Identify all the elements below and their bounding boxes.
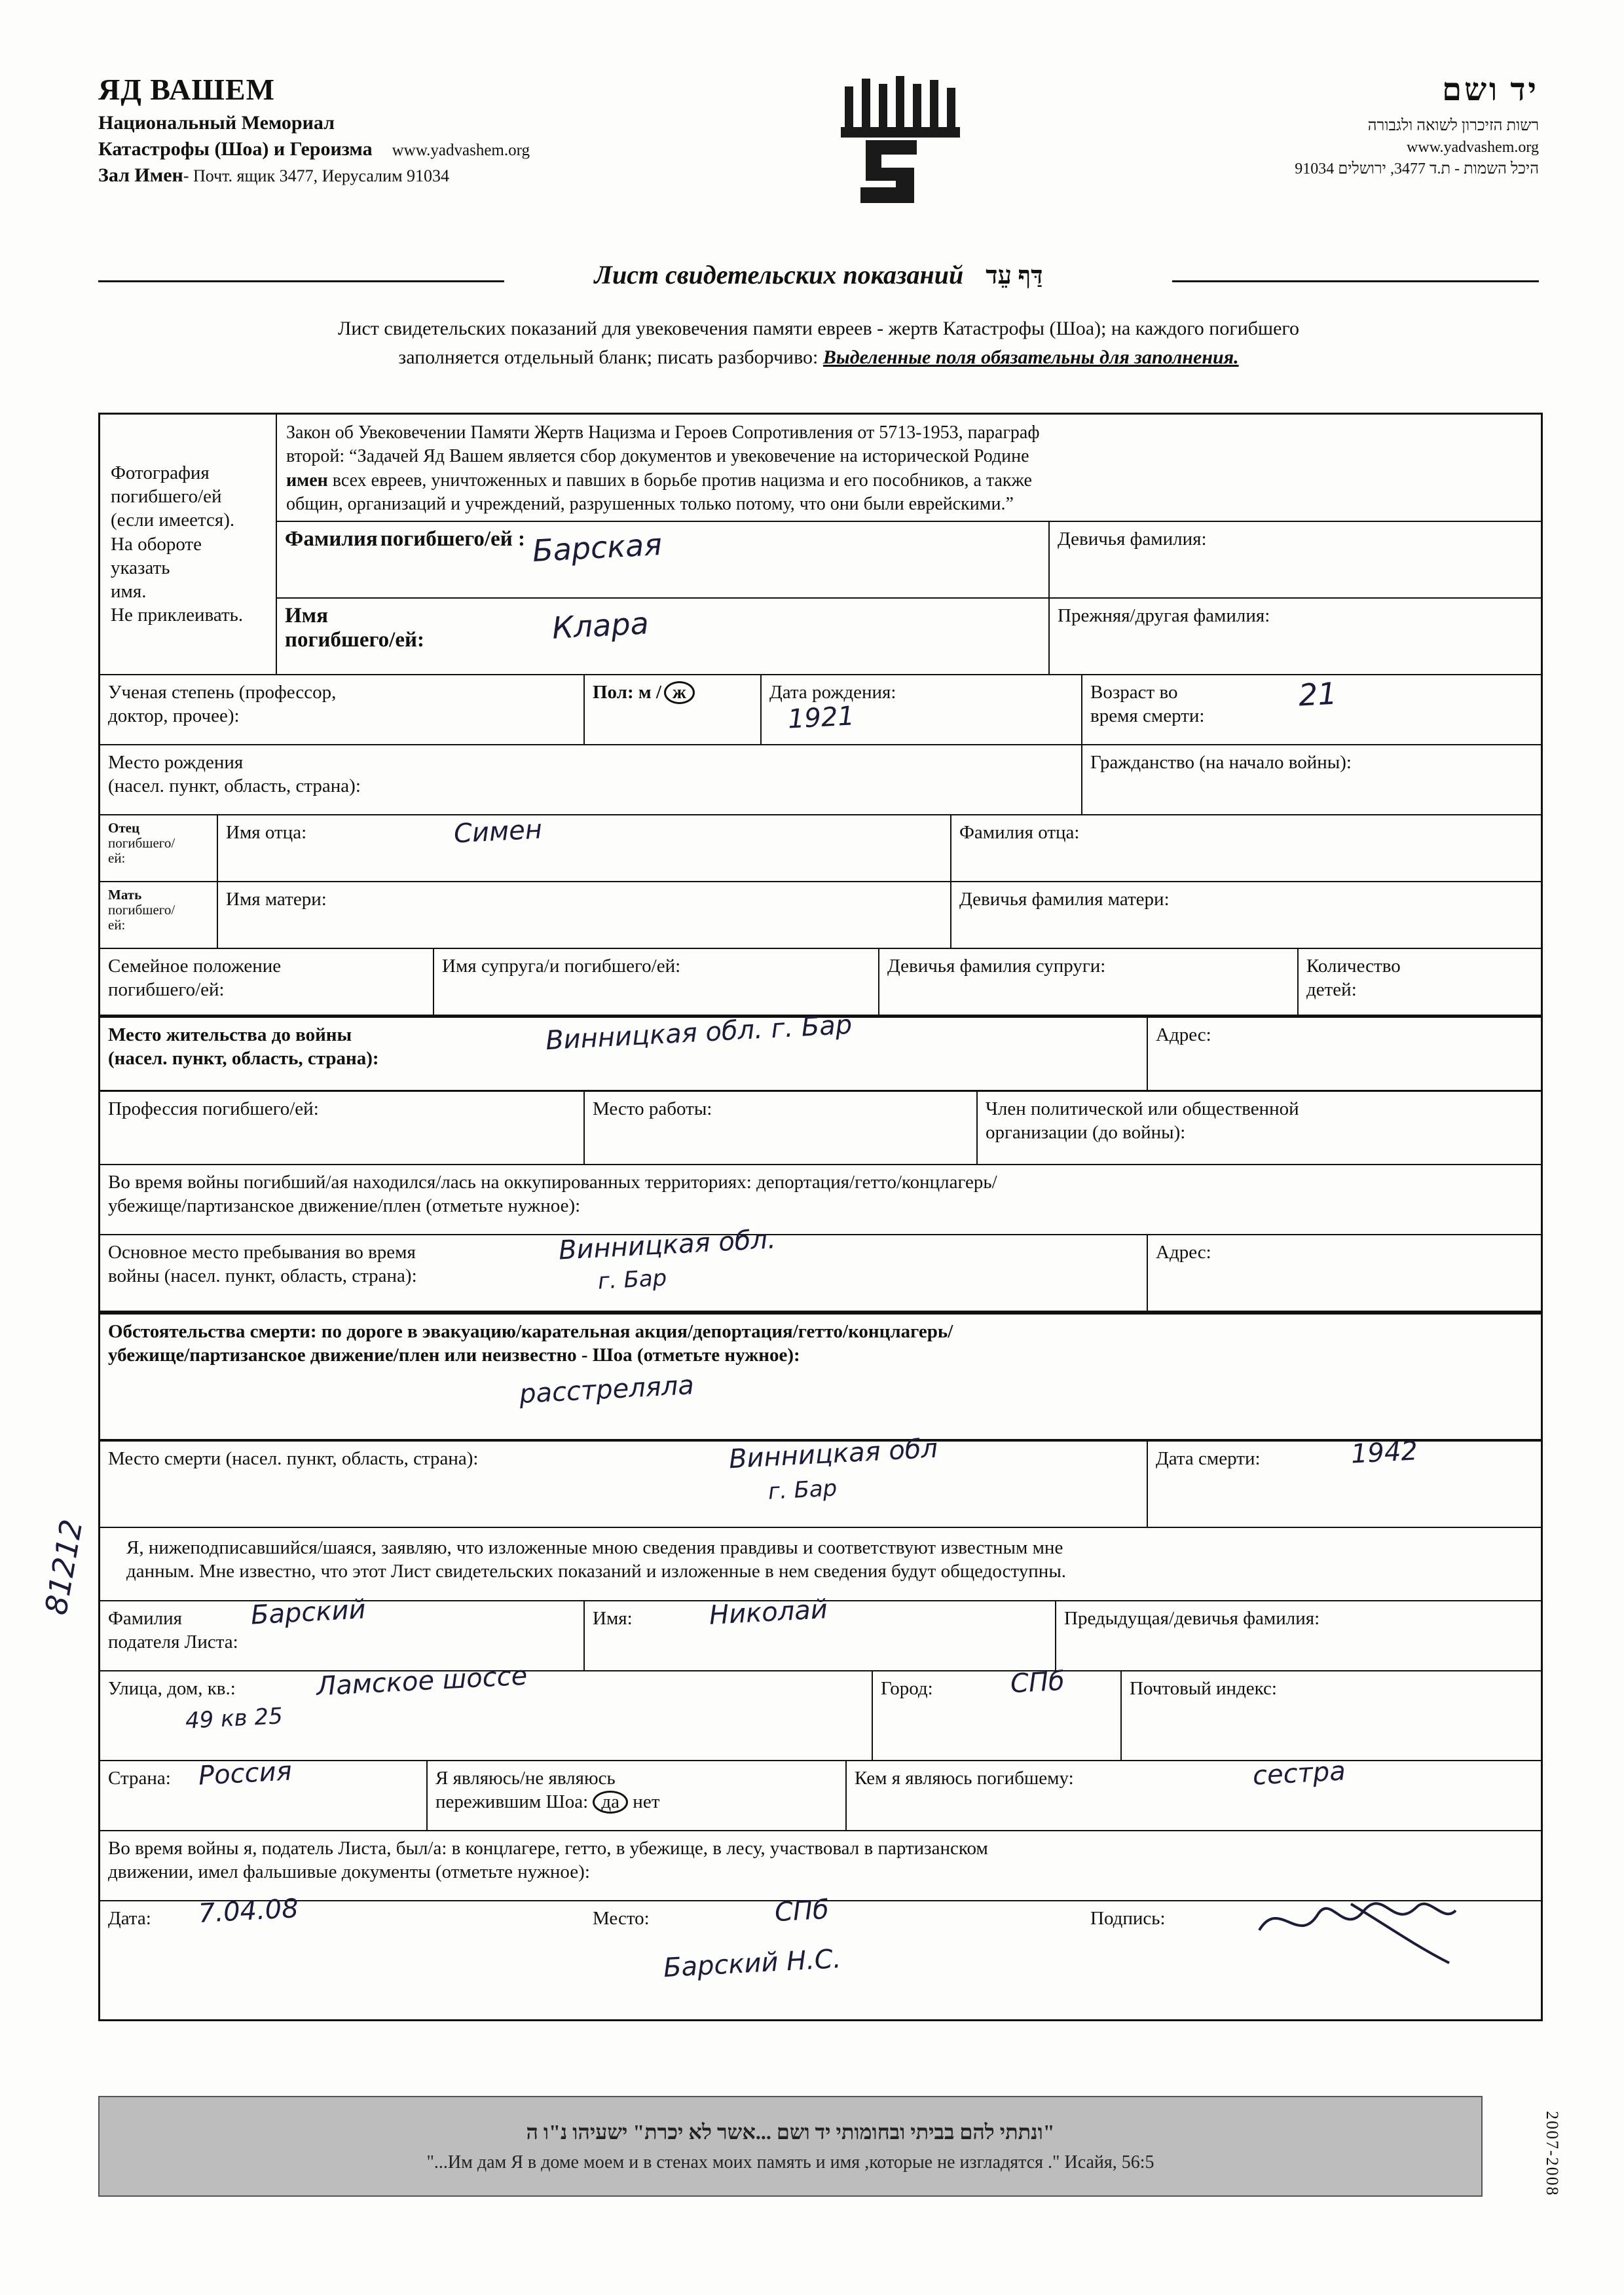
organization-label-2: организации (до войны): xyxy=(986,1121,1186,1143)
main-wartime-address-label: Адрес: xyxy=(1156,1241,1211,1263)
org-website-ru[interactable]: www.yadvashem.org xyxy=(392,141,530,159)
birthplace-label-2: (насел. пункт, область, страна): xyxy=(108,775,361,796)
form-row-given-name xyxy=(277,597,1541,674)
footer-year: 2007-2008 xyxy=(1543,2111,1562,2197)
birthplace-label-1: Место рождения xyxy=(108,751,244,773)
surname-cell[interactable] xyxy=(277,522,1050,597)
academic-degree-label-1: Ученая степень (профессор, xyxy=(108,681,337,703)
photo-instruction-cell xyxy=(100,415,277,674)
form-row-submitter-address xyxy=(100,1660,1541,1761)
prewar-residence-label-2: (насел. пункт, область, страна): xyxy=(108,1047,379,1069)
law-and-names-cell xyxy=(277,415,1541,674)
intro-emphasis: Выделенные поля обязательны для заполнения. xyxy=(822,346,1239,368)
maiden-name-label: Девичья фамилия: xyxy=(1058,528,1207,550)
submitter-city-cell[interactable] xyxy=(873,1666,1122,1760)
signature-cell[interactable] xyxy=(1082,1901,1541,2019)
surname-label-line2: погибшего/ей : xyxy=(380,527,525,551)
page-title xyxy=(517,259,1120,290)
survivor-status-label-2: пережившим Шоа: xyxy=(435,1791,589,1812)
given-name-label-line2: погибшего/ей: xyxy=(285,627,425,652)
spouse-maiden-label: Девичья фамилия супруги: xyxy=(887,955,1106,977)
testimony-form xyxy=(98,413,1543,2021)
law-line-3: всех евреев, уничтоженных и павших в борьбе против нацизма и его пособников, а также xyxy=(327,470,1032,491)
death-circumstances-label-strong: Обстоятельства смерти: xyxy=(108,1320,317,1342)
photo-line-6: Не приклеивать. xyxy=(111,605,244,626)
hall-of-names-address: - Почт. ящик 3477, Иерусалим 91034 xyxy=(183,166,450,185)
father-surname-label: Фамилия отца: xyxy=(959,821,1080,843)
marital-status-cell[interactable] xyxy=(100,949,434,1015)
father-tag-2: погибшего/ xyxy=(108,834,175,851)
menorah-logo xyxy=(819,72,989,216)
submitter-zip-cell[interactable] xyxy=(1122,1671,1541,1760)
sex-cell[interactable] xyxy=(585,675,762,744)
place-of-death-value-1: Винницкая обл xyxy=(728,1433,939,1474)
age-at-death-label-2: время смерти: xyxy=(1090,705,1205,726)
submitter-name-label: Имя: xyxy=(593,1607,633,1629)
form-row-declaration xyxy=(100,1528,1541,1601)
sex-label: Пол: м / xyxy=(593,681,661,703)
wartime-status-cell[interactable] xyxy=(100,1165,1541,1234)
main-wartime-place-value-2: г. Бар xyxy=(597,1264,668,1295)
footer-quote-he: "ונתתי להם בביתי ובחומותי יד ושם ...אשר לא יכרת" ישעיהו נ"ו ה xyxy=(526,2119,1055,2144)
photo-line-5: имя. xyxy=(111,581,147,603)
submitter-country-label: Страна: xyxy=(108,1767,171,1789)
form-row-marital xyxy=(100,949,1541,1016)
mother-tag-1: Мать xyxy=(108,886,142,903)
children-count-cell[interactable] xyxy=(1299,949,1541,1015)
citizenship-cell[interactable] xyxy=(1082,745,1541,814)
submitter-wartime-label-2: движении, имел фальшивые документы (отметьте нужное): xyxy=(108,1861,590,1882)
death-circumstances-label-2: убежище/партизанское движение/плен или неизвестно - Шоа (отметьте нужное): xyxy=(108,1344,800,1366)
main-wartime-place-label-1: Основное место пребывания во время xyxy=(108,1241,416,1263)
children-count-label-1: Количество xyxy=(1306,955,1401,977)
survivor-option-yes[interactable]: да xyxy=(593,1791,628,1814)
law-bold-word: имен xyxy=(286,470,328,491)
date-of-death-value: 1942 xyxy=(1350,1435,1418,1470)
form-row-death-circumstances xyxy=(100,1312,1541,1442)
main-wartime-address-cell[interactable] xyxy=(1148,1235,1541,1311)
father-name-label: Имя отца: xyxy=(226,821,307,843)
father-name-cell[interactable] xyxy=(218,815,951,881)
prewar-residence-label-1: Место жительства до войны xyxy=(108,1024,352,1045)
form-row-main-wartime-place xyxy=(100,1223,1541,1312)
father-name-value: Симен xyxy=(452,814,543,849)
spouse-maiden-cell[interactable] xyxy=(879,949,1299,1015)
hall-of-names-address-he: היכל השמות - ת.ד 3477, ירושלים 91034 xyxy=(1295,160,1539,177)
mother-maiden-cell[interactable] xyxy=(951,882,1541,948)
signature-place-value: СПб xyxy=(773,1894,830,1928)
marital-status-label-2: погибшего/ей: xyxy=(108,979,225,1000)
law-line-2: второй: “Задачей Яд Вашем является сбор документов и увековечение на исторической Родине xyxy=(286,446,1029,467)
father-tag-3: ей: xyxy=(108,849,126,866)
relation-to-victim-cell[interactable] xyxy=(847,1755,1541,1830)
age-at-death-label-1: Возраст во xyxy=(1090,681,1178,703)
photo-line-1: Фотография xyxy=(111,462,210,483)
form-row-prewar-residence xyxy=(100,1009,1541,1092)
main-wartime-place-value-1: Винницкая обл. xyxy=(558,1223,777,1266)
signature-place-label: Место: xyxy=(593,1907,650,1929)
father-tag-cell xyxy=(100,815,218,881)
profession-label: Профессия погибшего/ей: xyxy=(108,1098,319,1119)
photo-line-4: На обороте указать xyxy=(111,533,202,578)
surname-value: Барская xyxy=(531,526,663,569)
mother-tag-cell xyxy=(100,882,218,948)
form-row-profession xyxy=(100,1092,1541,1165)
title-rule-row xyxy=(98,262,1539,301)
age-at-death-cell[interactable] xyxy=(1082,675,1541,744)
given-name-value: Клара xyxy=(551,605,650,646)
form-row-surname xyxy=(277,521,1541,597)
submitter-street-label: Улица, дом, кв.: xyxy=(108,1677,236,1699)
given-name-cell[interactable] xyxy=(277,599,1050,674)
org-subtitle-ru: Национальный Мемориал xyxy=(98,112,335,134)
law-line-1: Закон об Увековечении Памяти Жертв Нацизма и Героев Сопротивления от 5713-1953, параграф xyxy=(286,422,1040,443)
wartime-status-label-2: убежище/партизанское движение/плен (отметьте нужное): xyxy=(108,1195,581,1216)
rule-right xyxy=(1172,280,1539,282)
handwritten-signature xyxy=(1253,1884,1469,1969)
place-of-death-cell[interactable] xyxy=(100,1433,1148,1527)
archive-number: 81212 xyxy=(38,1516,90,1618)
submitter-city-value: СПб xyxy=(1009,1666,1065,1699)
submitter-city-label: Город: xyxy=(881,1677,933,1699)
former-name-label: Прежняя/другая фамилия: xyxy=(1058,605,1270,626)
submitter-street-value-2: 49 кв 25 xyxy=(185,1702,284,1734)
signature-place-cell[interactable] xyxy=(585,1894,1082,2019)
survivor-status-cell[interactable] xyxy=(428,1761,847,1830)
intro-line-1: Лист свидетельских показаний для увековечения памяти евреев - жертв Катастрофы (Шоа); на каждого погибшего xyxy=(338,318,1299,339)
org-title-ru: ЯД ВАШЕМ xyxy=(98,73,275,106)
intro-text xyxy=(131,314,1506,371)
org-title-he: יד ושם xyxy=(1442,73,1539,107)
birth-date-value: 1921 xyxy=(786,700,855,735)
form-row-submitter-name xyxy=(100,1594,1541,1671)
date-of-death-cell[interactable] xyxy=(1148,1435,1541,1527)
mother-name-cell[interactable] xyxy=(218,882,951,948)
form-row-degree-sex-birth xyxy=(100,675,1541,745)
form-row-wartime-status xyxy=(100,1165,1541,1235)
mother-tag-3: ей: xyxy=(108,916,126,933)
survivor-option-no[interactable]: нет xyxy=(633,1791,660,1812)
submitter-country-value: Россия xyxy=(197,1755,293,1791)
photo-line-3: (если имеется). xyxy=(111,510,235,531)
sex-selected-female[interactable]: ж xyxy=(664,681,695,704)
submitter-street-value-1: Ламское шоссе xyxy=(316,1660,528,1702)
submitter-surname-label-2: подателя Листа: xyxy=(108,1631,238,1652)
form-row-signature xyxy=(100,1893,1541,2019)
prewar-residence-cell[interactable] xyxy=(100,1009,1148,1090)
submitter-name-cell[interactable] xyxy=(585,1594,1056,1670)
workplace-label: Место работы: xyxy=(593,1098,712,1119)
form-row-father xyxy=(100,815,1541,882)
submitter-previous-name-label: Предыдущая/девичья фамилия: xyxy=(1064,1607,1320,1629)
signature-label: Подпись: xyxy=(1090,1907,1166,1929)
submitter-surname-value: Барский xyxy=(249,1594,367,1631)
intro-line-2: заполняется отдельный бланк; писать разборчиво: xyxy=(398,346,819,368)
workplace-cell[interactable] xyxy=(585,1092,978,1164)
law-text-block xyxy=(277,415,1541,521)
rule-left xyxy=(98,280,504,282)
hall-of-names-label: Зал Имен xyxy=(98,164,183,186)
footer-quote-ru: "...Им дам Я в доме моем и в стенах моих память и имя ,которые не изгладятся ." Исайя, 56:5 xyxy=(426,2152,1154,2173)
given-name-label-line1: Имя xyxy=(285,603,328,627)
spouse-name-label: Имя супруга/и погибшего/ей: xyxy=(442,955,681,977)
academic-degree-label-2: доктор, прочее): xyxy=(108,705,240,726)
maiden-name-cell[interactable] xyxy=(1050,522,1541,597)
submitter-name-value: Николай xyxy=(708,1594,828,1631)
survivor-status-label-1: Я являюсь/не являюсь xyxy=(435,1767,616,1789)
signature-date-label: Дата: xyxy=(108,1907,151,1929)
page-header xyxy=(98,72,1539,223)
place-of-death-value-2: г. Бар xyxy=(767,1474,838,1505)
submitter-zip-label: Почтовый индекс: xyxy=(1130,1677,1277,1699)
date-of-death-label: Дата смерти: xyxy=(1156,1447,1261,1469)
mother-tag-2: погибшего/ xyxy=(108,901,175,918)
spouse-name-cell[interactable] xyxy=(434,949,879,1015)
submitter-surname-label-1: Фамилия xyxy=(108,1607,182,1629)
profession-cell[interactable] xyxy=(100,1092,585,1164)
declaration-line-2: данным. Мне известно, что этот Лист свидетельских показаний и изложенные в нем сведения будут общедоступны. xyxy=(126,1560,1067,1582)
org-subtitle-he: רשות הזיכרון לשואה ולגבורה xyxy=(1367,117,1539,134)
organization-cell[interactable] xyxy=(978,1092,1541,1164)
organization-label-1: Член политической или общественной xyxy=(986,1098,1299,1119)
declaration-cell xyxy=(100,1528,1541,1600)
prewar-address-cell[interactable] xyxy=(1148,1018,1541,1090)
prewar-address-label: Адрес: xyxy=(1156,1024,1211,1045)
death-circumstances-value: расстреляла xyxy=(518,1370,695,1409)
form-row-photo-law xyxy=(100,415,1541,675)
page-title-he: דַּף עֵד xyxy=(986,262,1043,289)
submitter-wartime-label-1: Во время войны я, податель Листа, был/а: в концлагере, гетто, в убежище, в лесу, участвовал в партизанском xyxy=(108,1837,988,1859)
law-line-4: общин, организаций и учреждений, разрушенных только потому, что они были еврейскими.” xyxy=(286,494,1014,515)
photo-line-2: погибшего/ей xyxy=(111,486,222,508)
submitter-country-cell[interactable] xyxy=(100,1755,428,1830)
academic-degree-cell[interactable] xyxy=(100,675,585,744)
declaration-line-1: Я, нижеподписавшийся/шаяся, заявляю, что изложенные мною сведения правдивы и соответствуют известным мне xyxy=(126,1537,1063,1558)
signature-date-cell[interactable] xyxy=(100,1893,585,2019)
form-row-birthplace xyxy=(100,745,1541,815)
birthplace-cell[interactable] xyxy=(100,745,1082,814)
birth-date-cell[interactable] xyxy=(762,675,1082,744)
mother-name-label: Имя матери: xyxy=(226,888,327,910)
form-row-mother xyxy=(100,882,1541,949)
former-name-cell[interactable] xyxy=(1050,599,1541,674)
marital-status-label-1: Семейное положение xyxy=(108,955,282,977)
mother-maiden-label: Девичья фамилия матери: xyxy=(959,888,1170,910)
place-of-death-label: Место смерти (насел. пункт, область, страна): xyxy=(108,1447,479,1469)
org-website-he[interactable]: www.yadvashem.org xyxy=(1407,139,1539,156)
footer-quote xyxy=(98,2096,1483,2197)
age-at-death-value: 21 xyxy=(1297,675,1338,713)
header-right-block xyxy=(1041,72,1539,178)
father-tag-1: Отец xyxy=(108,819,140,836)
signature-date-value: 7.04.08 xyxy=(197,1893,299,1929)
birth-date-label: Дата рождения: xyxy=(769,681,896,703)
submitter-street-cell[interactable] xyxy=(100,1660,873,1760)
relation-to-victim-label: Кем я являюсь погибшему: xyxy=(855,1767,1074,1789)
wartime-status-label-1: Во время войны погибший/ая находился/лась на оккупированных территориях: депортация/гетто/концлагерь/ xyxy=(108,1171,997,1193)
relation-to-victim-value: сестра xyxy=(1251,1755,1346,1791)
header-left-block xyxy=(98,72,688,187)
death-circumstances-cell[interactable] xyxy=(100,1315,1541,1439)
main-wartime-place-label-2: войны (насел. пункт, область, страна): xyxy=(108,1265,417,1286)
death-circumstances-label-1b: по дороге в эвакуацию/карательная акция/депортация/гетто/концлагерь/ xyxy=(316,1320,953,1342)
surname-label-line1: Фамилия xyxy=(285,527,378,551)
father-surname-cell[interactable] xyxy=(951,815,1541,881)
children-count-label-2: детей: xyxy=(1306,979,1357,1000)
main-wartime-place-cell[interactable] xyxy=(100,1223,1148,1311)
form-row-country-relation xyxy=(100,1755,1541,1831)
citizenship-label: Гражданство (на начало войны): xyxy=(1090,751,1352,773)
prewar-residence-value: Винницкая обл. г. Бар xyxy=(545,1009,853,1056)
page-title-ru: Лист свидетельских показаний xyxy=(594,260,964,289)
signature-printed-name: Барский Н.С. xyxy=(662,1943,842,1983)
submitter-previous-name-cell[interactable] xyxy=(1056,1601,1541,1670)
form-row-place-of-death xyxy=(100,1433,1541,1528)
submitter-surname-cell[interactable] xyxy=(100,1594,585,1670)
org-line3-ru: Катастрофы (Шоа) и Героизма xyxy=(98,138,373,160)
